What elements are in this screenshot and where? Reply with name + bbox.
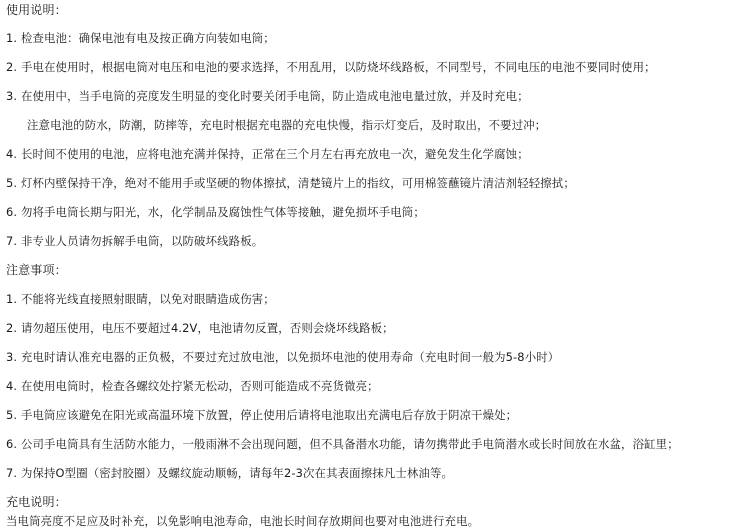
usage-heading: 使用说明： — [6, 3, 67, 17]
notes-item-3: 3. 充电时请认准充电器的正负极，不要过充过放电池，以免损坏电池的使用寿命（充电时间一般为5-8小时） — [6, 350, 560, 364]
usage-item-6: 6. 勿将手电筒长期与阳光，水，化学制品及腐蚀性气体等接触，避免损坏手电筒； — [6, 205, 425, 219]
usage-item-1: 1. 检查电池：确保电池有电及按正确方向装如电筒； — [6, 31, 275, 45]
usage-item-5: 5. 灯杯内壁保持干净，绝对不能用手或坚硬的物体擦拭，清楚镜片上的指纹，可用棉签蘸镜片清洁剂轻轻擦拭； — [6, 176, 575, 190]
notes-item-6: 6. 公司手电筒具有生活防水能力，一般雨淋不会出现问题，但不具备潜水功能，请勿携带此手电筒潜水或长时间放在水盆，浴缸里； — [6, 437, 679, 451]
usage-item-2: 2. 手电在使用时，根据电筒对电压和电池的要求选择，不用乱用，以防烧坏线路板，不同型号，不同电压的电池不要同时使用； — [6, 60, 656, 74]
usage-item-4: 4. 长时间不使用的电池，应将电池充满并保持，正常在三个月左右再充放电一次，避免发生化学腐蚀； — [6, 147, 529, 161]
notes-item-5: 5. 手电筒应该避免在阳光或高温环境下放置，停止使用后请将电池取出充满电后存放于阴凉干燥处； — [6, 408, 518, 422]
notes-item-4: 4. 在使用电筒时，检查各螺纹处拧紧无松动，否则可能造成不亮货微亮； — [6, 379, 379, 393]
notes-item-2: 2. 请勿超压使用，电压不要超过4.2V，电池请勿反置，否则会烧坏线路板； — [6, 321, 394, 335]
charging-heading: 充电说明： — [6, 495, 67, 509]
charging-text: 当电筒亮度不足应及时补充，以免影响电池寿命，电池长时间存放期间也要对电池进行充电。 — [6, 514, 480, 528]
usage-item-3: 3. 在使用中，当手电筒的亮度发生明显的变化时要关闭手电筒，防止造成电池电量过放，并及时充电； — [6, 89, 529, 103]
notes-item-1: 1. 不能将光线直接照射眼睛，以免对眼睛造成伤害； — [6, 292, 275, 306]
notes-heading: 注意事项： — [6, 263, 67, 277]
notes-item-7: 7. 为保持O型圈（密封胶圈）及螺纹旋动顺畅，请每年2-3次在其表面擦抹凡士林油等。 — [6, 466, 454, 480]
usage-item-3-note: 注意电池的防水，防潮，防摔等，充电时根据充电器的充电快慢，指示灯变后，及时取出，不要过冲； — [27, 118, 547, 132]
usage-item-7: 7. 非专业人员请勿拆解手电筒，以防破坏线路板。 — [6, 234, 264, 248]
